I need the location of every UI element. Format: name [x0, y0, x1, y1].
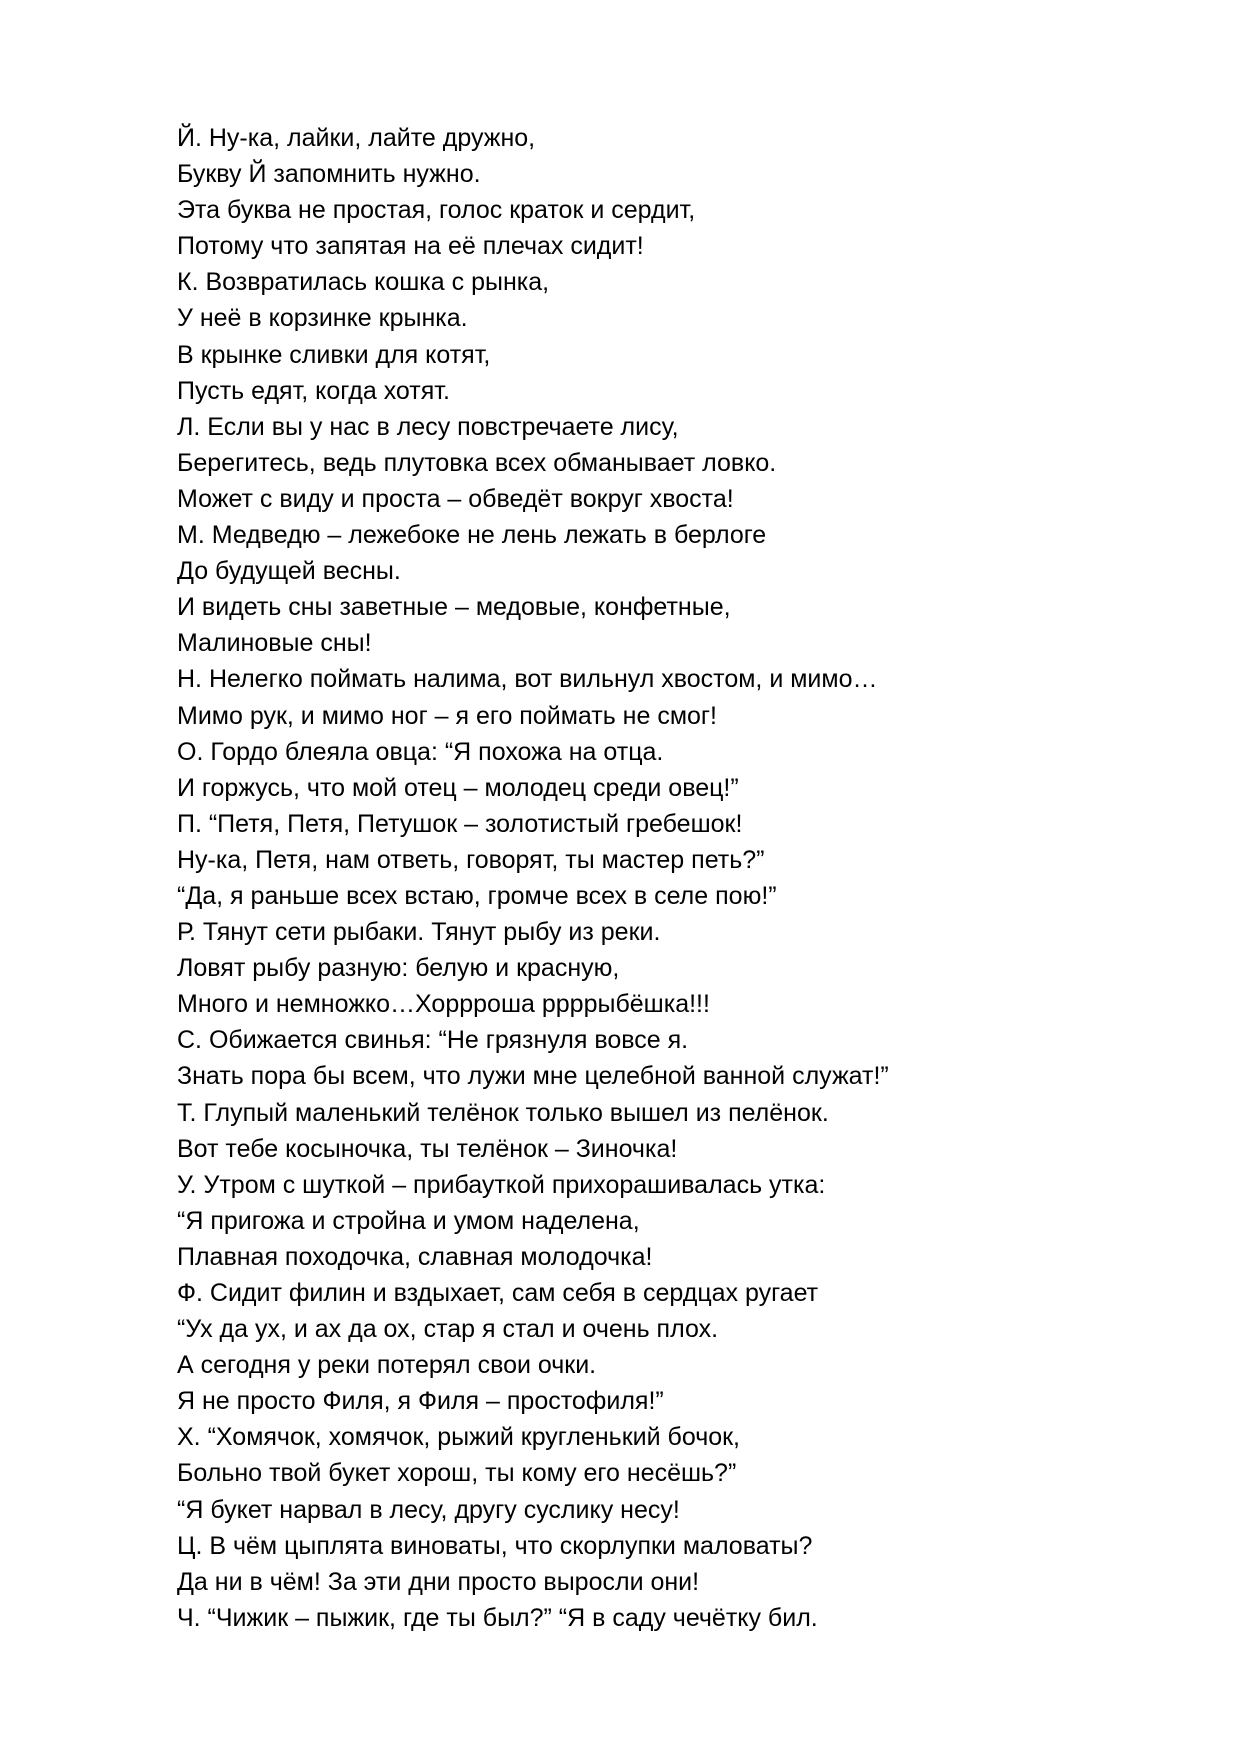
text-line: А сегодня у реки потерял свои очки. — [177, 1351, 597, 1380]
text-line: Берегитесь, ведь плутовка всех обманывает ловко. — [177, 448, 777, 477]
text-line: У. Утром с шуткой – прибауткой прихорашивалась утка: — [177, 1170, 826, 1199]
text-line: Ловят рыбу разную: белую и красную, — [177, 954, 620, 983]
text-line: Я не просто Филя, я Филя – простофиля!” — [177, 1387, 664, 1416]
text-line: Пусть едят, когда хотят. — [177, 376, 450, 405]
text-line: У неё в корзинке крынка. — [177, 304, 468, 333]
text-line: М. Медведю – лежебоке не лень лежать в берлоге — [177, 521, 767, 550]
text-line: Много и немножко…Хоррроша ррррыбёшка!!! — [177, 990, 710, 1019]
text-line: Ф. Сидит филин и вздыхает, сам себя в сердцах ругает — [177, 1279, 819, 1307]
text-line: Знать пора бы всем, что лужи мне целебной ванной служат!” — [177, 1062, 889, 1091]
text-line: Й. Ну-ка, лайки, лайте дружно, — [177, 124, 536, 152]
text-line: В крынке сливки для котят, — [177, 340, 491, 369]
text-line: О. Гордо блеяла овца: “Я похожа на отца. — [177, 737, 664, 766]
text-line: И видеть сны заветные – медовые, конфетные, — [177, 593, 731, 622]
text-line: Ц. В чём цыплята виноваты, что скорлупки маловаты? — [177, 1531, 813, 1560]
poem-text — [177, 120, 1177, 1636]
text-line: Вот тебе косыночка, ты телёнок – Зиночка! — [177, 1134, 678, 1163]
text-line: Т. Глупый маленький телёнок только вышел из пелёнок. — [177, 1098, 829, 1127]
text-line: Да ни в чём! За эти дни просто выросли они! — [177, 1567, 700, 1596]
text-line: Л. Если вы у нас в лесу повстречаете лису, — [177, 412, 679, 441]
text-line: Ч. “Чижик – пыжик, где ты был?” “Я в саду чечётку бил. — [177, 1603, 818, 1632]
text-line: Больно твой букет хорош, ты кому его несёшь?” — [177, 1459, 737, 1488]
text-line: Букву Й запомнить нужно. — [177, 160, 481, 189]
text-line: Потому что запятая на её плечах сидит! — [177, 232, 644, 261]
text-line: “Я пригожа и стройна и умом наделена, — [177, 1206, 640, 1235]
text-line: Эта буква не простая, голос краток и сердит, — [177, 196, 696, 225]
text-line: Ну-ка, Петя, нам ответь, говорят, ты мастер петь?” — [177, 845, 765, 874]
text-line: И горжусь, что мой отец – молодец среди овец!” — [177, 773, 739, 802]
text-line: Мимо рук, и мимо ног – я его поймать не смог! — [177, 701, 717, 730]
text-line: “Я букет нарвал в лесу, другу суслику несу! — [177, 1495, 680, 1524]
text-line: П. “Петя, Петя, Петушок – золотистый гребешок! — [177, 809, 743, 838]
text-line: Х. “Хомячок, хомячок, рыжий кругленький бочок, — [177, 1423, 741, 1452]
text-line: Р. Тянут сети рыбаки. Тянут рыбу из реки. — [177, 918, 661, 947]
text-line: Может с виду и проста – обведёт вокруг хвоста! — [177, 484, 734, 513]
text-line: До будущей весны. — [177, 557, 401, 586]
text-line: “Ух да ух, и ах да ох, стар я стал и очень плох. — [177, 1315, 719, 1344]
text-line: Плавная походочка, славная молодочка! — [177, 1242, 653, 1271]
text-line: С. Обижается свинья: “Не грязнуля вовсе я. — [177, 1026, 689, 1055]
text-line: К. Возвратилась кошка с рынка, — [177, 268, 550, 297]
text-line: Малиновые сны! — [177, 629, 372, 658]
text-line: “Да, я раньше всех встаю, громче всех в селе пою!” — [177, 881, 777, 910]
text-line: Н. Нелегко поймать налима, вот вильнул хвостом, и мимо… — [177, 665, 878, 694]
